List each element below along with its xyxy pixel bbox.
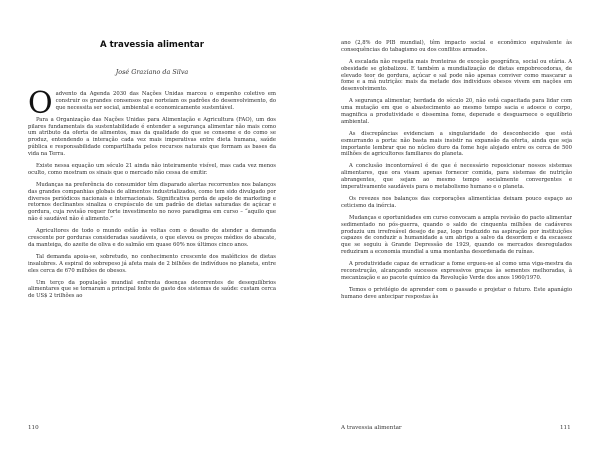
body-paragraph: Os revezes nos balanços das corporações alimentícias deixam pouco espaço ao ceticismo da inércia. [341,195,572,209]
opening-paragraph [28,86,276,121]
left-page-body [28,86,276,305]
opening-paragraph-text: advento da Agenda 2030 das Nações Unidas marcou o empenho coletivo em construir os grandes consensos que norteiam os padrões do desenvolvimento, do que necessita ser social, ambiental e economicamente sustentável. [55,91,276,111]
body-paragraph: Temos o privilégio de aprender com o passado e projetar o futuro. Este apanágio humano deve antecipar respostas às [341,286,572,300]
page-number-left: 110 [28,425,39,431]
body-paragraph: Mudanças na preferência do consumidor têm disparado alertas recorrentes nos balanços das grandes companhias globais de alimentos industrializados, como tem sido divulgado por diversos periódicos nacionais e internacionais. Significativa perda de apelo de marketing e retornos declinantes sinaliza o crepúsculo de um padrão de dietas saturadas de açúcar e gordura, cuja revisão requer forte investimento no novo paradigma em curso – “aquilo que não é saudável não é alimento.” [28,181,276,223]
article-author: José Graziano da Silva [115,68,189,76]
body-paragraph: Tal demanda apoia-se, sobretudo, no conhecimento crescente dos maléficios de dietas insalubres. A espiral do sobrepeso já afeta mais de 2 bilhões de indivíduos no planeta, entre eles cerca de 670 milhões de obesos. [28,253,276,274]
body-paragraph: Existe nessa equação um século 21 ainda não inteiramente visível, mas cada vez menos oculto, como mostram os sinais que o mercado não cessa de emitir. [28,162,276,176]
body-paragraph: ano (2,8% do PIB mundial), têm impacto social e econômico equivalente às consequências do tabagismo ou dos conflitos armados. [341,40,572,53]
body-paragraph: Mudanças e oportunidades em curso convocam a ampla revisão do pacto alimentar sedimentado no pós-guerra, quando o saldo de cinquenta milhões de cadáveres produziu um irrefreável desejo de paz, logo traduzido na aspiração por instituições capazes de conduzir a humanidade a um abrigo a salvo da desordem e da escassez que se seguiu à Grande Depressão de 1929, quando os mercados desregulados reduziram a economia mundial a uma montanha desordenada de ruínas. [341,214,572,256]
article-title: A travessia alimentar [100,40,204,50]
running-head: A travessia alimentar [341,425,402,431]
body-paragraph: As discrepâncias evidenciam a singularidade do desconhecido que está esmurrando a porta: não basta mais insistir na expansão da oferta, ainda que seja importante lembrar que no núcleo duro da fome hoje alojado entre os cerca de 500 milhões de agricultores familiares do planeta. [341,130,572,158]
body-paragraph: Agricultores de todo o mundo estão às voltas com o desafio de atender a demanda crescente por gorduras consideradas saudáveis, o que elevou os preços médios do abacate, da manteiga, do azeite de oliva e do salmão em quase 60% nos últimos cinco anos. [28,228,276,248]
body-paragraph: Um terço da população mundial enfrenta doenças decorrentes de desequilíbrios alimentares que se tornaram a principal fonte de gasto dos sistemas de saúde: custam cerca de US$ 2 trilhões ao [28,279,276,300]
body-paragraph: Para a Organização das Nações Unidas para Alimentação e Agricultura (FAO), um dos pilares fundamentais da sustentabilidade é entender a segurança alimentar não mais como um atributo da oferta de alimentos, mas da qualidade do que se consome e do como se produz, entendendo a interação cada vez mais imperativas entre dieta humana, saúde pública e responsabilidade compartilhada pelos recursos naturais que formam as bases da vida na Terra. [28,116,276,157]
page-number-right: 111 [560,425,571,431]
right-page-body [341,40,572,306]
body-paragraph: A produtividade capaz de erradicar a fome ergueu-se al como uma viga-mestra da reconstrução, alcançando sucessos expressivos graças às sementes melhoradas, à mecanização e ao pacote químico da Revolução Verde dos anos 1960/1970. [341,261,572,281]
body-paragraph: A segurança alimentar, herdada do século 20, não está capacitada para lidar com uma mutação em que o abastecimento ao mesmo tempo sacia e adoece o corpo, magnifica a produtividade e dissemina fome, deperade e desguarnece o equilíbrio ambiental. [341,98,572,125]
body-paragraph: A escalada não respeita mais fronteiras de exceção geográfica, social ou etária. A obesidade se globalizou. E também a mundialização de dietas empobrecedoras, de elevado teor de gordura, açúcar e sal pode não apenas conviver como mascarar a fome e a má nutrição: mais da metade dos indivíduos obesos vivem em nações em desenvolvimento. [341,58,572,93]
body-paragraph: A conclusão incontornável é de que é necessário reposicionar nossos sistemas alimentares, que ora visam apenas fornecer comida, para sistemas de nutrição abrangentes, que sejam ao mesmo tempo socialmente convergentes e imperativamente saudáveis para o metabolismo humano e o planeta. [341,163,572,190]
drop-cap: O [28,86,53,121]
